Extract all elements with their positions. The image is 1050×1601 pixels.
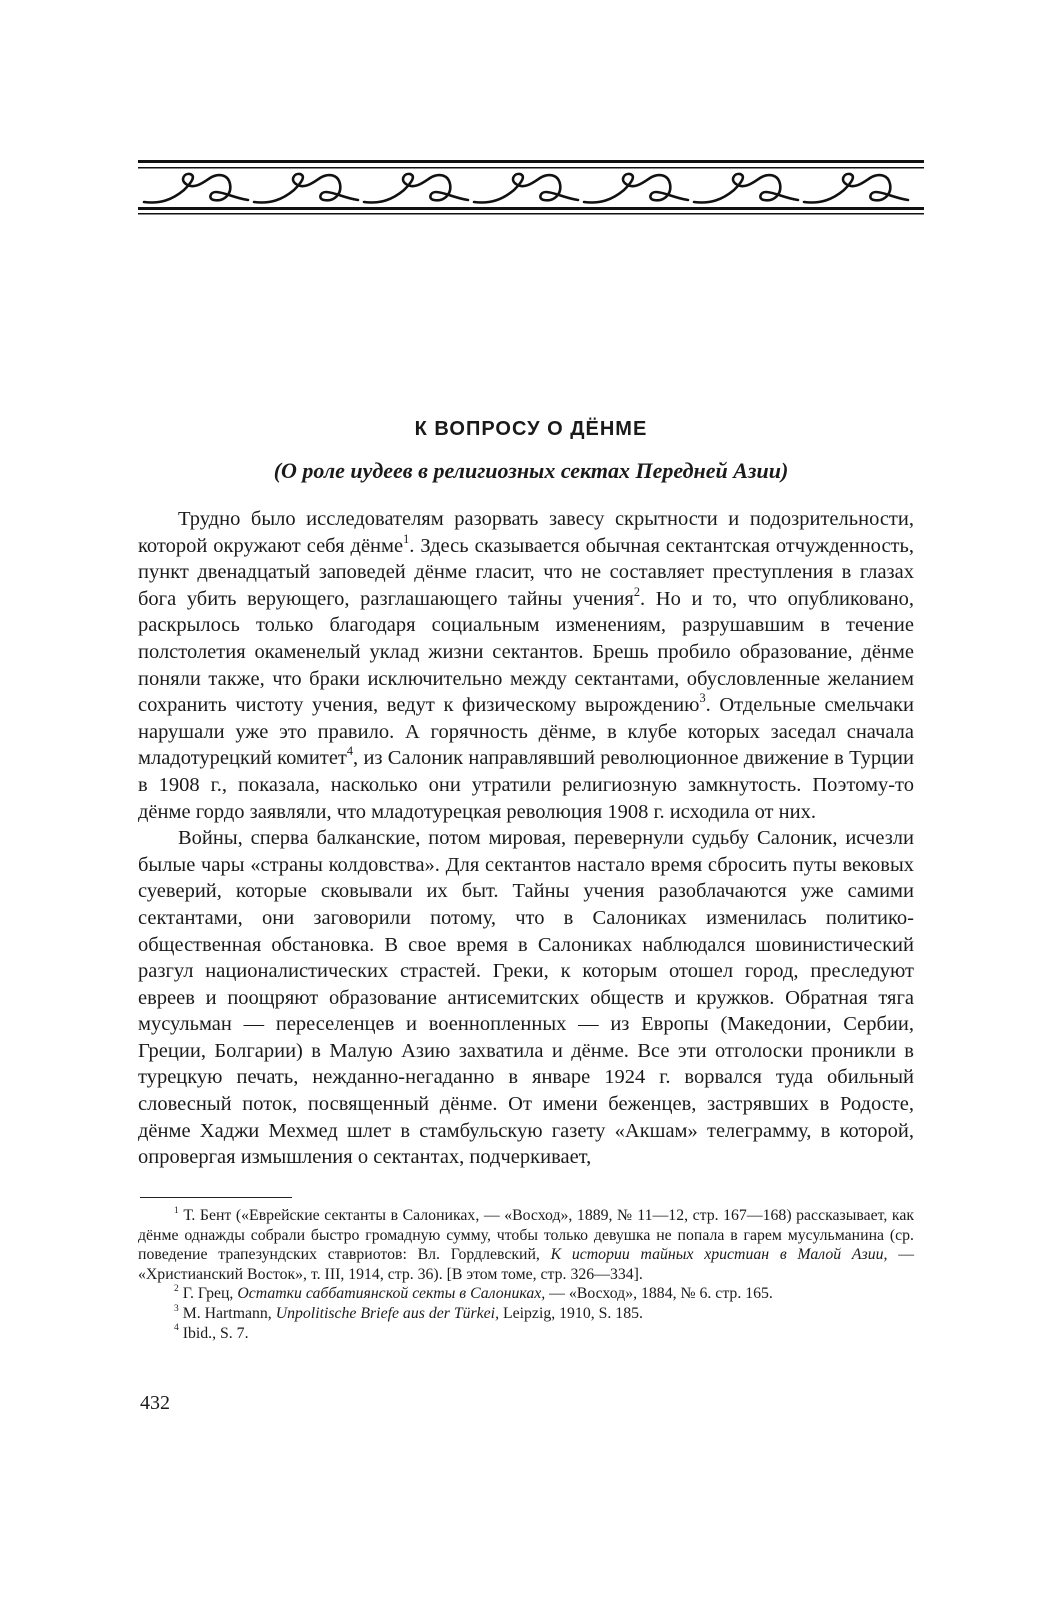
- footnote: $^3$ M. Hartmann, Unpolitische Briefe aus der Türkei, Leipzig, 1910, S. 185.: [174, 1303, 643, 1322]
- ornament-border: [138, 160, 924, 218]
- page-title: К ВОПРОСУ О ДЁНМЕ: [414, 418, 648, 440]
- footnote: $^2$ Г. Грец, Остатки саббатиянской секты в Салониках, — «Восход», 1884, № 6. стр. 165.: [174, 1284, 773, 1303]
- main-text: [138, 506, 914, 1171]
- footnote-ref[interactable]: 2: [633, 584, 640, 599]
- footnote-ref[interactable]: 4: [346, 744, 354, 759]
- page-subtitle: (О роле иудеев в религиозных сектах Передней Азии): [273, 458, 789, 483]
- footnote-divider: [140, 1197, 292, 1198]
- footnote: $^1$ Т. Бент («Еврейские сектанты в Салониках, — «Восход», 1889, № 11—12, стр. 167—168) рассказывает, как дёнме однажды собрали быстро громадную сумму, чтобы только девушка не попала в гарем мусульманина (ср. поведение трапезундских ставриотов: Вл. Гордлевский, К истории тайных христиан в Малой Азии, — «Христианский Восток», т. III, 1914, стр. 36). [В этом томе, стр. 326—334].: [138, 1205, 915, 1283]
- footnote-ref[interactable]: 1: [403, 531, 410, 546]
- footnote: $^4$ Ibid., S. 7.: [174, 1323, 249, 1342]
- footnote-ref[interactable]: 3: [699, 691, 706, 706]
- page-number: 432: [140, 1392, 170, 1414]
- paragraph: Трудно было исследователям разорвать завесу скрытности и подозрительности, которой окружают себя дёнме$^1$. Здесь сказывается обычная сектантская отчужденность, пункт двенадцатый заповедей дёнме гласит, что не составляет преступления в глазах бога убить верующего, разглашающего тайны учения$^2$. Но и то, что опубликовано, раскрылось только благодаря социальным изменениям, разрушавшим в течение полстолетия окаменелый уклад жизни сектантов. Брешь пробило образование, дёнме поняли также, что браки исключительно между сектантами, обусловленные желанием сохранить чистоту учения, ведут к физическому вырождению$^3$. Отдельные смельчаки нарушали уже это правило. А горячность дёнме, в клубе которых заседал сначала младотурецкий комитет$^4$, из Салоник направлявший революционное движение в Турции в 1908 г., показала, насколько они утратили религиозную замкнутость. Поэтому-то дёнме гордо заявляли, что младотурецкая революция 1908 г. исходила от них.: [138, 508, 914, 823]
- paragraph: Войны, сперва балканские, потом мировая, перевернули судьбу Салоник, исчезли былые чары «страны колдовства». Для сектантов настало время сбросить путы вековых суеверий, которые сковывали их быт. Тайны учения разоблачаются уже самими сектантами, они заговорили потому, что в Салониках изменилась политико-общественная обстановка. В свое время в Салониках наблюдался шовинистический разгул националистических страстей. Греки, к которым отошел город, преследуют евреев и поощряют образование антисемитских обществ и кружков. Обратная тяга мусульман — переселенцев и военнопленных — из Европы (Македонии, Сербии, Греции, Болгарии) в Малую Азию захватила и дёнме. Все эти отголоски проникли в турецкую печать, нежданно-негаданно в январе 1924 г. ворвался туда обильный словесный поток, посвященный дёнме. От имени беженцев, застрявших в Родосте, дёнме Хаджи Мехмед шлет в стамбульскую газету «Акшам» телеграмму, в которой, опровергая измышления о сектантах, подчеркивает,: [138, 827, 914, 1169]
- footnotes: [138, 1206, 914, 1343]
